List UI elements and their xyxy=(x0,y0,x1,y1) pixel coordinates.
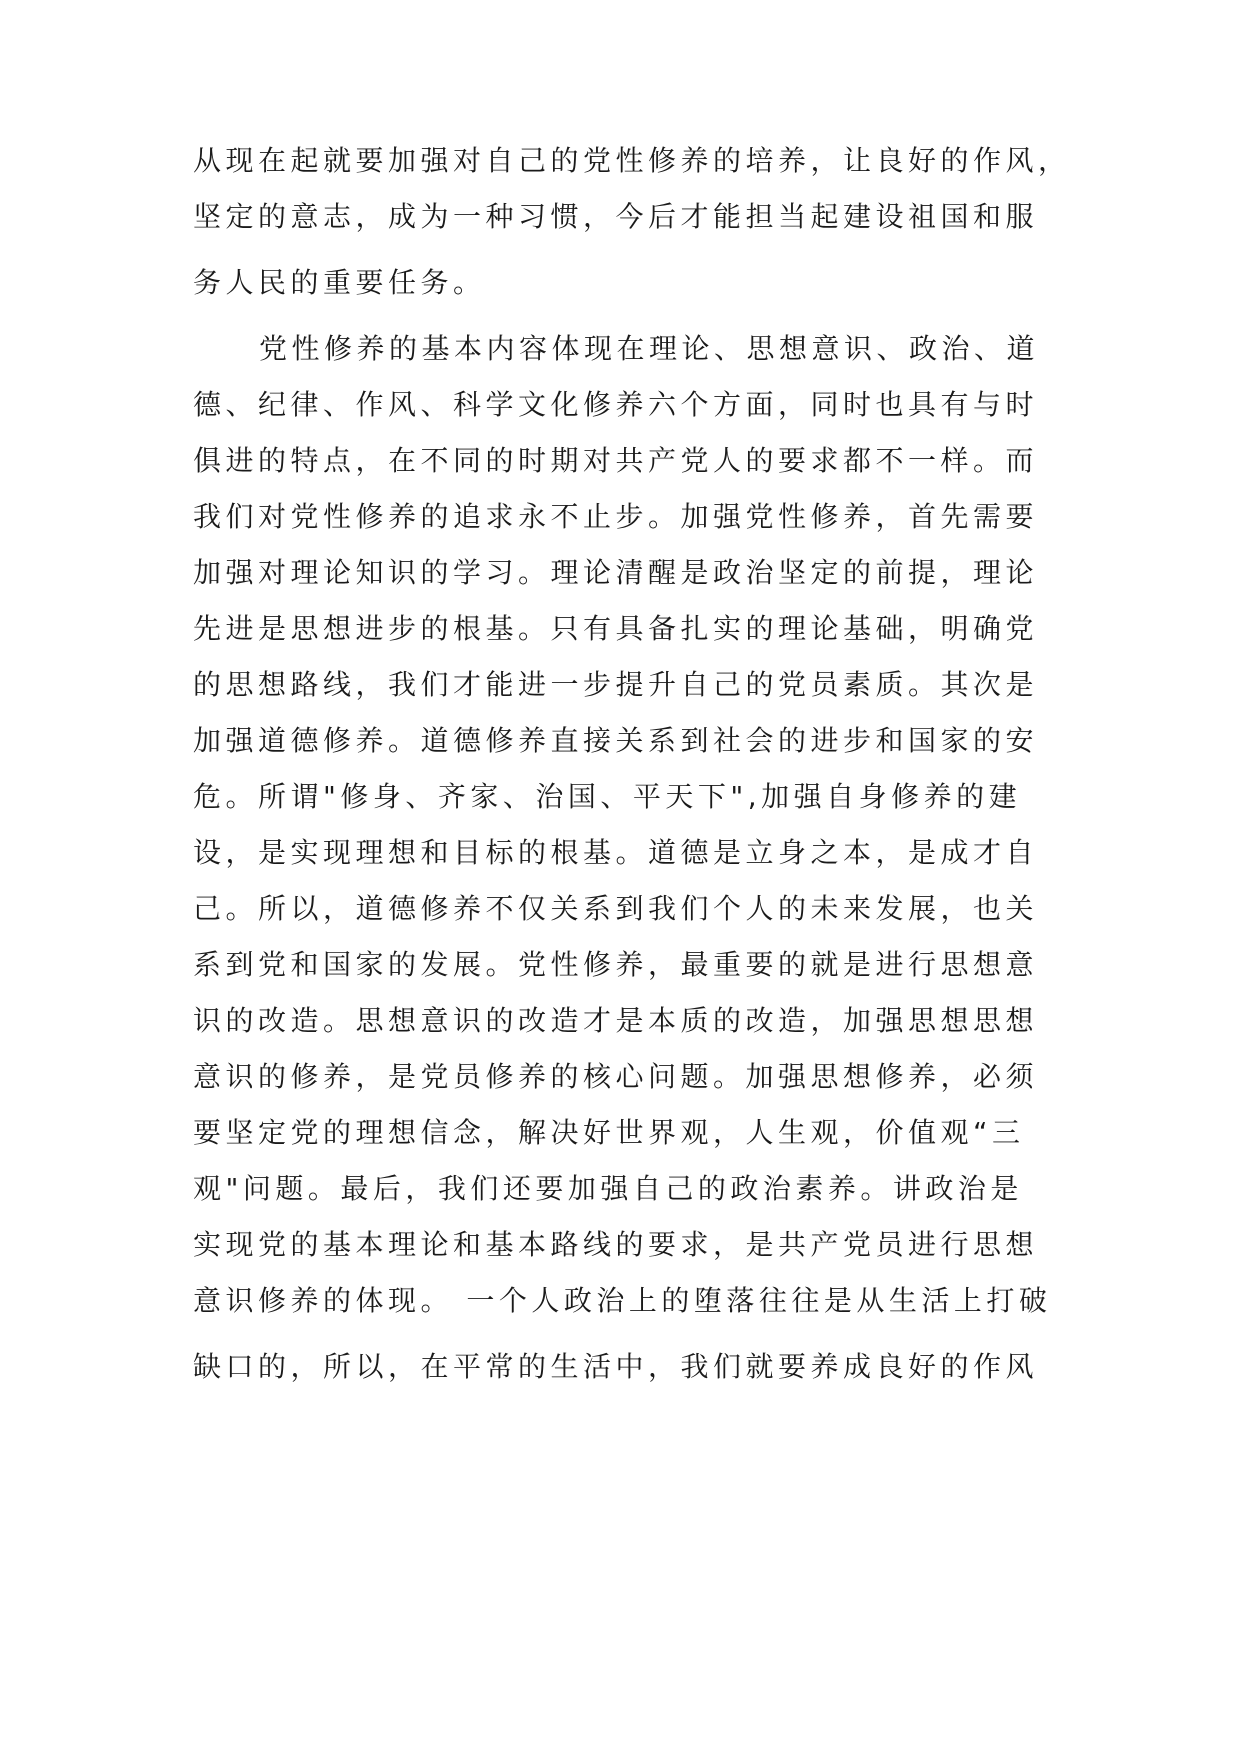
text-line: 实现党的基本理论和基本路线的要求，是共产党员进行思想 xyxy=(193,1228,1039,1261)
paragraph-2 xyxy=(193,321,1055,1395)
paragraph-1 xyxy=(193,133,1071,311)
text-line: 系到党和国家的发展。党性修养，最重要的就是进行思想意 xyxy=(193,948,1039,981)
text-line: 先进是思想进步的根基。只有具备扎实的理论基础，明确党 xyxy=(193,612,1039,645)
text-line: 党性修养的基本内容体现在理论、思想意识、政治、道 xyxy=(259,332,1040,365)
document-body xyxy=(193,133,1071,1395)
text-line: 德、纪律、作风、科学文化修养六个方面，同时也具有与时 xyxy=(193,388,1039,421)
text-line: 加强对理论知识的学习。理论清醒是政治坚定的前提，理论 xyxy=(193,556,1039,589)
text-line: 从现在起就要加强对自己的党性修养的培养，让良好的作风， xyxy=(193,144,1071,177)
text-line: 危。所谓"修身、齐家、治国、平天下",加强自身修养的建 xyxy=(193,780,1022,813)
text-line: 缺口的，所以，在平常的生活中，我们就要养成良好的作风 xyxy=(193,1350,1039,1383)
text-line: 观"问题。最后，我们还要加强自己的政治素养。讲政治是 xyxy=(193,1172,1023,1205)
text-line: 加强道德修养。道德修养直接关系到社会的进步和国家的安 xyxy=(193,724,1039,757)
text-line: 识的改造。思想意识的改造才是本质的改造，加强思想思想 xyxy=(193,1004,1039,1037)
text-line: 的思想路线，我们才能进一步提升自己的党员素质。其次是 xyxy=(193,668,1039,701)
text-line: 意识修养的体现。 一个人政治上的堕落往往是从生活上打破 xyxy=(193,1284,1052,1317)
text-line: 俱进的特点，在不同的时期对共产党人的要求都不一样。而 xyxy=(193,444,1039,477)
text-line: 我们对党性修养的追求永不止步。加强党性修养，首先需要 xyxy=(193,500,1039,533)
text-line: 意识的修养，是党员修养的核心问题。加强思想修养，必须 xyxy=(193,1060,1039,1093)
text-line: 设，是实现理想和目标的根基。道德是立身之本，是成才自 xyxy=(193,836,1039,869)
text-line: 己。所以，道德修养不仅关系到我们个人的未来发展，也关 xyxy=(193,892,1039,925)
text-line: 要坚定党的理想信念，解决好世界观，人生观，价值观“三 xyxy=(193,1116,1025,1149)
text-line: 坚定的意志，成为一种习惯，今后才能担当起建设祖国和服 xyxy=(193,200,1039,233)
text-line: 务人民的重要任务。 xyxy=(193,266,486,299)
